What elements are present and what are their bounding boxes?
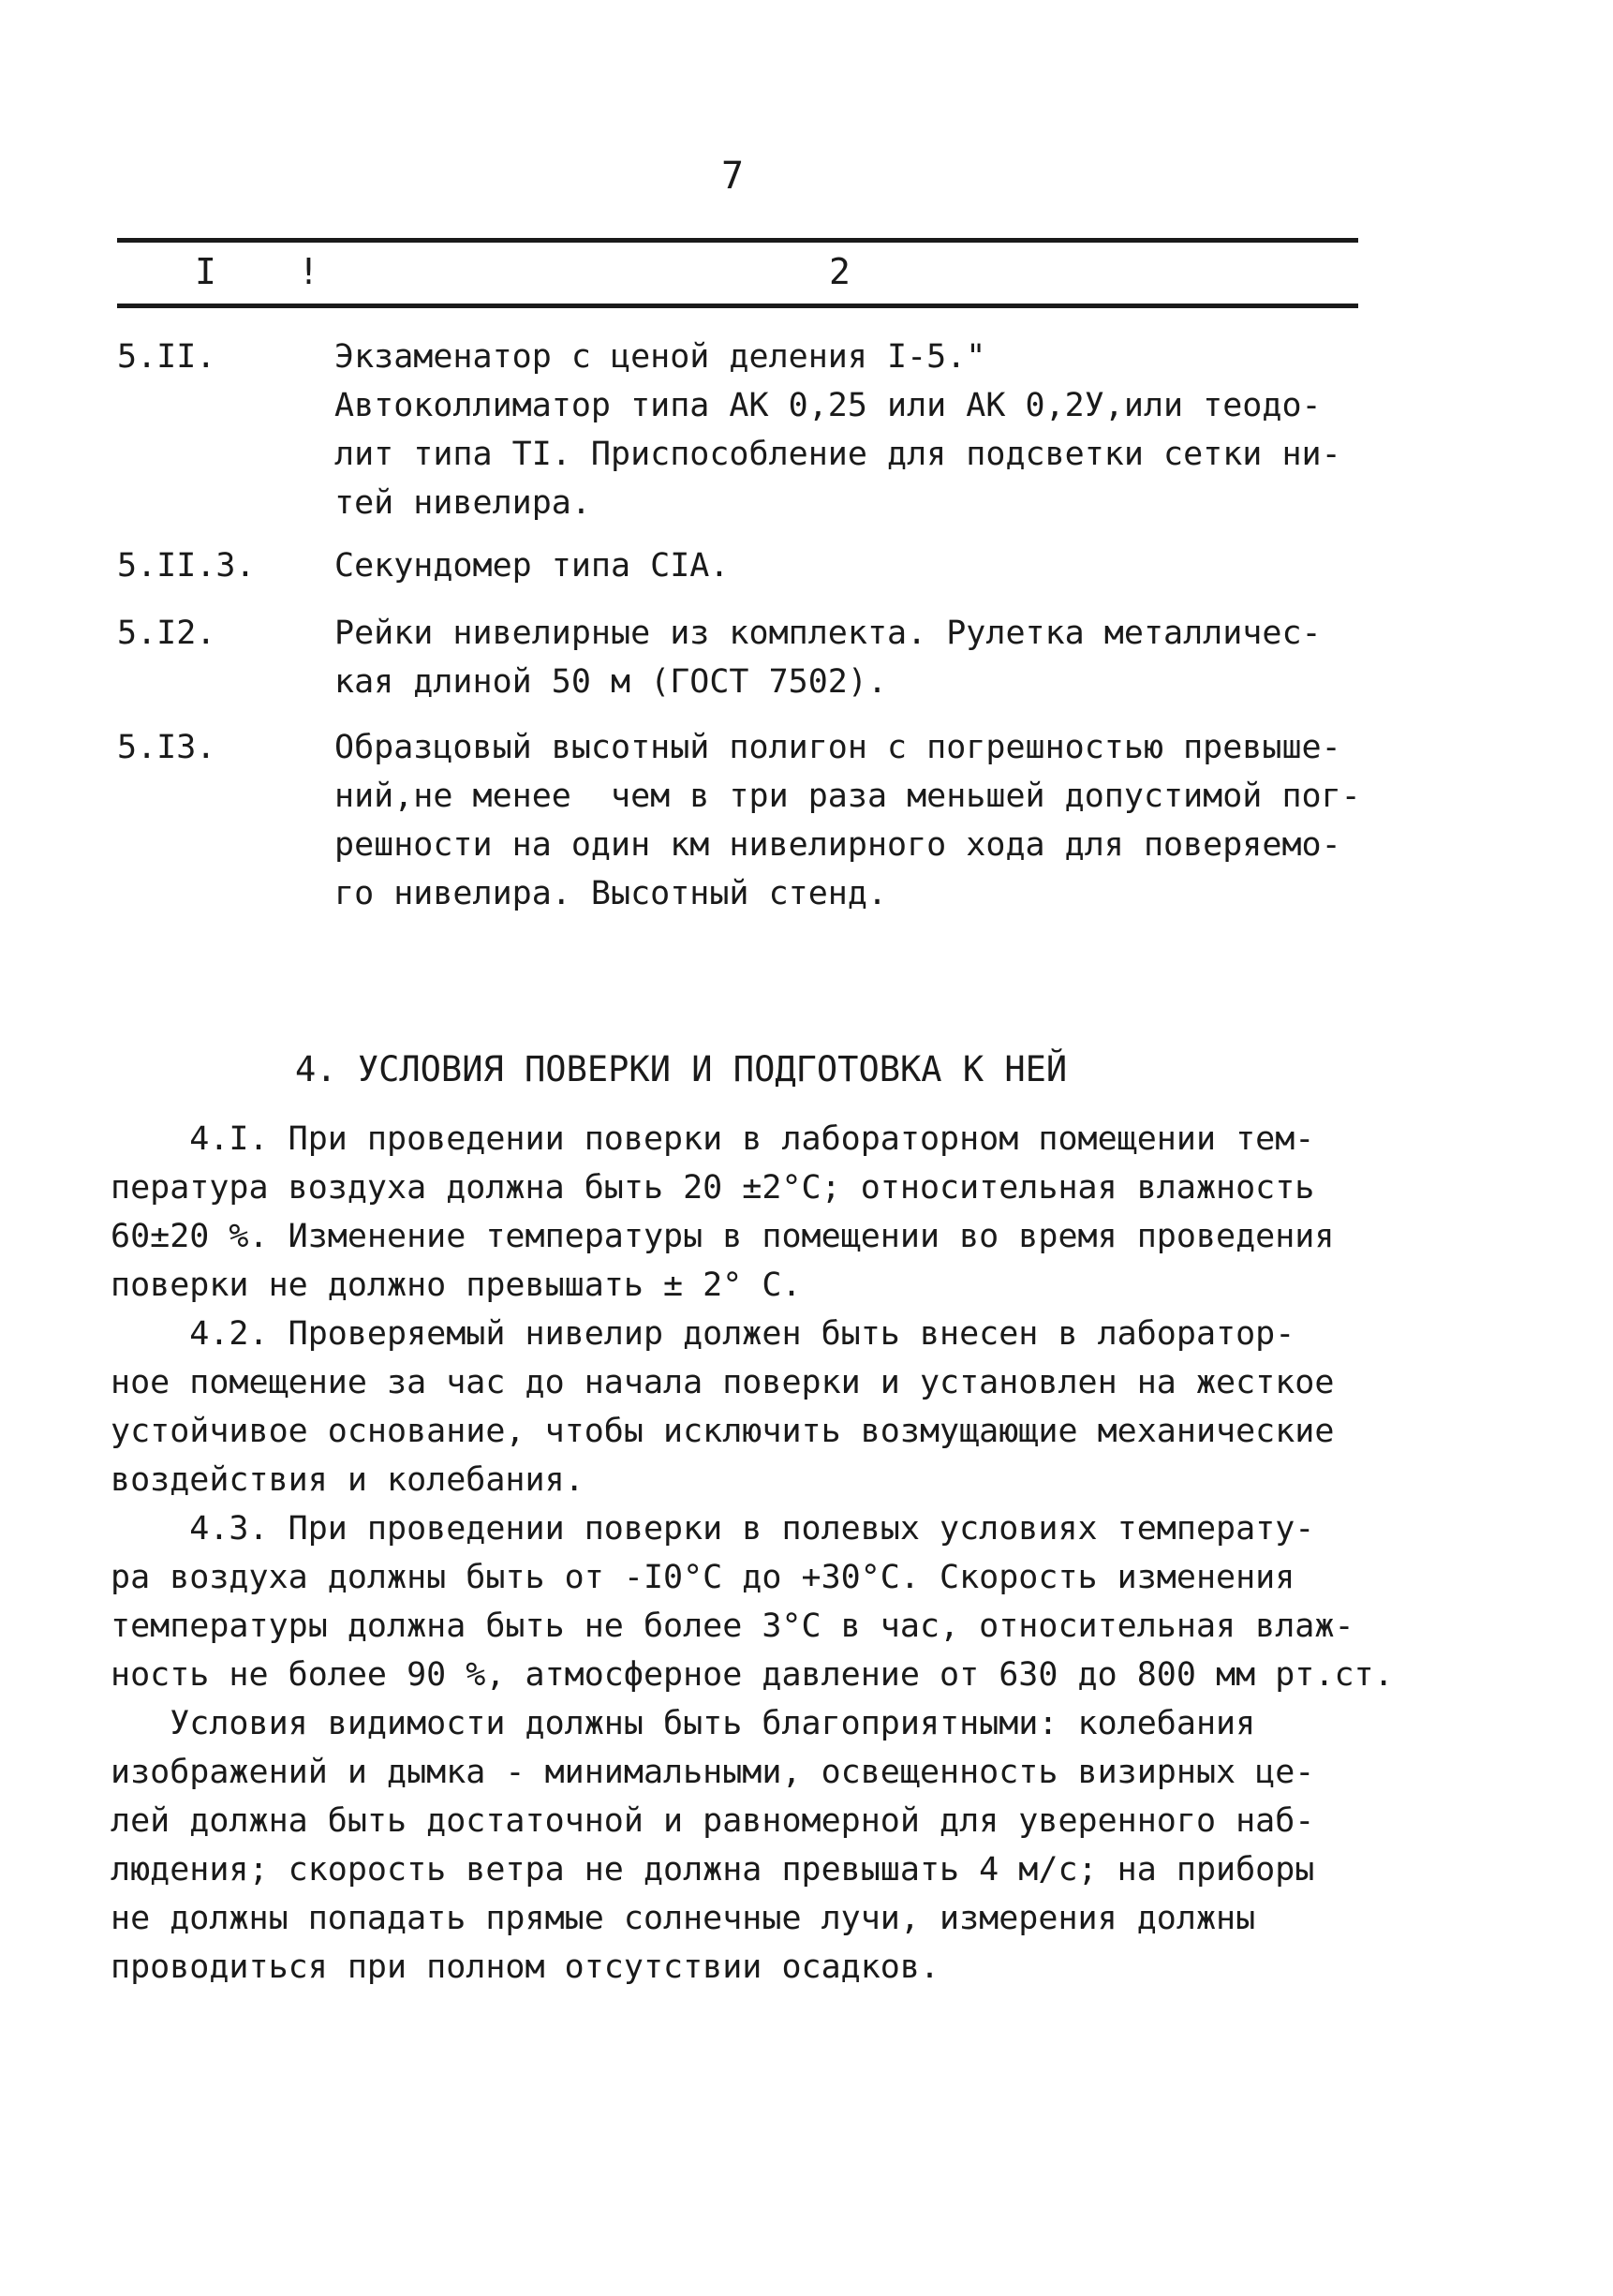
row-line: Секундомер типа СIА. <box>334 547 730 585</box>
paragraph-line: 4.2. Проверяемый нивелир должен быть внесен в лаборатор- <box>111 1315 1295 1353</box>
row-number: 5.I2. <box>117 615 216 652</box>
table-header-separator: ! <box>298 251 319 292</box>
row-line: лит типа ТI. Приспособление для подсветки сетки ни- <box>334 436 1341 473</box>
paragraph-line: ра воздуха должны быть от -I0°С до +30°С. Скорость изменения <box>111 1559 1295 1596</box>
row-line: го нивелира. Высотный стенд. <box>334 875 888 912</box>
table-header-col2: 2 <box>829 251 851 292</box>
row-number: 5.II.3. <box>117 547 256 585</box>
section-heading: 4. УСЛОВИЯ ПОВЕРКИ И ПОДГОТОВКА К НЕЙ <box>295 1049 1068 1089</box>
paragraph-line: 4.3. При проведении поверки в полевых условиях температу- <box>111 1510 1315 1548</box>
paragraph-line: изображений и дымка - минимальными, освещенность визирных це- <box>111 1754 1315 1791</box>
paragraph-line: пература воздуха должна быть 20 ±2°С; относительная влажность <box>111 1169 1315 1207</box>
paragraph-line: устойчивое основание, чтобы исключить возмущающие механические <box>111 1413 1335 1450</box>
paragraph-line: людения; скорость ветра не должна превышать 4 м/с; на приборы <box>111 1851 1315 1889</box>
paragraph-line: поверки не должно превышать ± 2° С. <box>111 1267 802 1304</box>
table-header-bottom-rule <box>117 304 1358 308</box>
row-line: тей нивелира. <box>334 484 591 522</box>
row-text <box>334 333 1365 527</box>
paragraph <box>111 1115 1422 1310</box>
paragraph <box>111 1699 1422 1992</box>
paragraph-line: 4.I. При проведении поверки в лабораторном помещении тем- <box>111 1120 1315 1158</box>
row-text <box>334 609 1365 706</box>
row-line: Автоколлиматор типа АК 0,25 или АК 0,2У,или теодо- <box>334 387 1322 424</box>
paragraph-line: лей должна быть достаточной и равномерной для уверенного наб- <box>111 1802 1315 1840</box>
paragraph-line: воздействия и колебания. <box>111 1461 585 1499</box>
row-text <box>334 541 1365 590</box>
row-number: 5.I3. <box>117 729 216 766</box>
paragraph <box>111 1504 1422 1699</box>
row-line: ний,не менее чем в три раза меньшей допустимой пог- <box>334 778 1361 815</box>
table-top-rule <box>117 238 1358 243</box>
row-line: решности на один км нивелирного хода для поверяемо- <box>334 826 1341 864</box>
paragraph-line: температуры должна быть не более 3°С в час, относительная влаж- <box>111 1607 1354 1645</box>
row-line: Экзаменатор с ценой деления I-5." <box>334 338 986 376</box>
row-line: Рейки нивелирные из комплекта. Рулетка металличес- <box>334 615 1322 652</box>
paragraph-line: проводиться при полном отсутствии осадков. <box>111 1948 940 1986</box>
row-line: кая длиной 50 м (ГОСТ 7502). <box>334 663 888 701</box>
row-text <box>334 723 1365 918</box>
paragraph-line: ность не более 90 %, атмосферное давление от 630 до 800 мм рт.ст. <box>111 1656 1394 1694</box>
row-line: Образцовый высотный полигон с погрешностью превыше- <box>334 729 1341 766</box>
row-number: 5.II. <box>117 338 216 376</box>
page-number: 7 <box>721 155 745 198</box>
paragraph-line: Условия видимости должны быть благоприятными: колебания <box>111 1705 1256 1742</box>
paragraph-line: 60±20 %. Изменение температуры в помещении во время проведения <box>111 1218 1335 1255</box>
paragraph-line: не должны попадать прямые солнечные лучи, измерения должны <box>111 1900 1256 1937</box>
paragraph-line: ное помещение за час до начала поверки и установлен на жесткое <box>111 1364 1335 1401</box>
table-header-col1: I <box>195 251 216 292</box>
paragraph <box>111 1310 1422 1504</box>
